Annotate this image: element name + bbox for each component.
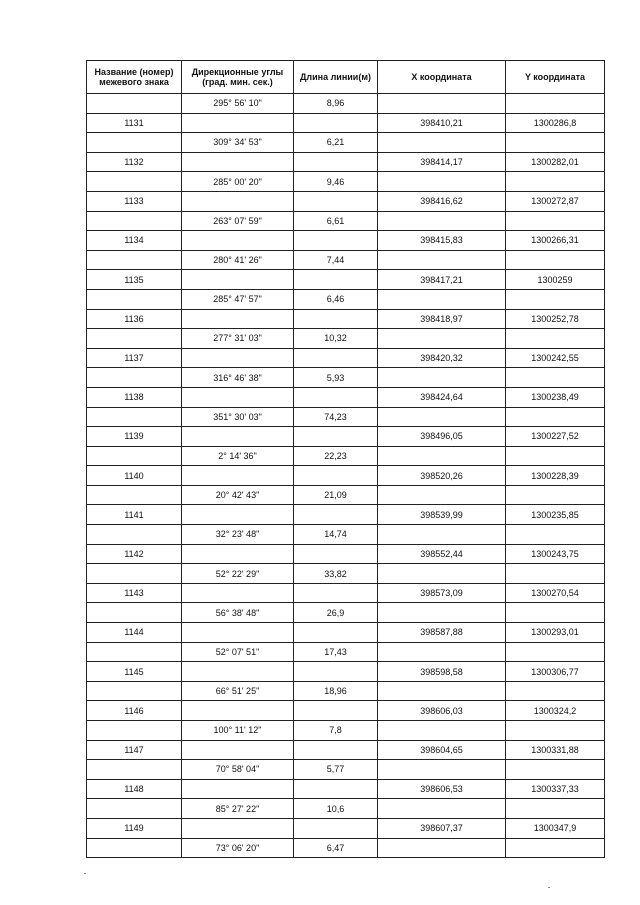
- direction-angle-cell: [182, 152, 294, 172]
- direction-angle-cell: [182, 191, 294, 211]
- table-row: [87, 505, 605, 525]
- table-row: [87, 701, 605, 721]
- direction-angle-cell: 295° 56' 10": [182, 94, 294, 114]
- direction-angle-cell: [182, 348, 294, 368]
- line-length-cell: [294, 152, 378, 172]
- direction-angle-cell: [182, 466, 294, 486]
- table-row: [87, 368, 605, 388]
- x-coordinate-cell: 398598,58: [378, 662, 506, 682]
- y-coordinate-cell: 1300331,88: [506, 740, 605, 760]
- table-row: [87, 172, 605, 192]
- x-coordinate-cell: [378, 681, 506, 701]
- direction-angle-cell: [182, 427, 294, 447]
- table-row: [87, 387, 605, 407]
- line-length-cell: 18,96: [294, 681, 378, 701]
- marker-name-cell: 1145: [87, 662, 182, 682]
- x-coordinate-cell: [378, 289, 506, 309]
- line-length-cell: [294, 113, 378, 133]
- line-length-cell: 6,46: [294, 289, 378, 309]
- marker-name-cell: 1146: [87, 701, 182, 721]
- y-coordinate-cell: [506, 642, 605, 662]
- line-length-cell: 14,74: [294, 525, 378, 545]
- y-coordinate-cell: 1300337,33: [506, 779, 605, 799]
- marker-name-cell: 1136: [87, 309, 182, 329]
- x-coordinate-cell: [378, 838, 506, 858]
- direction-angle-cell: [182, 740, 294, 760]
- table-row: [87, 407, 605, 427]
- x-coordinate-cell: 398414,17: [378, 152, 506, 172]
- table-row: [87, 94, 605, 114]
- line-length-cell: 17,43: [294, 642, 378, 662]
- marker-name-cell: 1141: [87, 505, 182, 525]
- y-coordinate-cell: [506, 172, 605, 192]
- header-direction-angle: Дирекционные углы (град. мин. сек.): [182, 61, 294, 94]
- scan-speck: [548, 887, 550, 888]
- marker-name-cell: 1138: [87, 387, 182, 407]
- y-coordinate-cell: 1300324,2: [506, 701, 605, 721]
- table-row: [87, 525, 605, 545]
- table-row: [87, 799, 605, 819]
- direction-angle-cell: 2° 14' 36": [182, 446, 294, 466]
- x-coordinate-cell: [378, 642, 506, 662]
- table-row: [87, 133, 605, 153]
- table-row: [87, 289, 605, 309]
- marker-name-cell: 1142: [87, 544, 182, 564]
- x-coordinate-cell: 398587,88: [378, 623, 506, 643]
- table-row: [87, 329, 605, 349]
- table-row: [87, 191, 605, 211]
- y-coordinate-cell: [506, 133, 605, 153]
- direction-angle-cell: [182, 505, 294, 525]
- table-row: [87, 348, 605, 368]
- y-coordinate-cell: [506, 760, 605, 780]
- header-x-coordinate: X координата: [378, 61, 506, 94]
- table-row: [87, 309, 605, 329]
- line-length-cell: [294, 191, 378, 211]
- direction-angle-cell: [182, 623, 294, 643]
- x-coordinate-cell: 398417,21: [378, 270, 506, 290]
- table-row: [87, 642, 605, 662]
- y-coordinate-cell: [506, 250, 605, 270]
- table-row: [87, 250, 605, 270]
- line-length-cell: 74,23: [294, 407, 378, 427]
- x-coordinate-cell: 398606,03: [378, 701, 506, 721]
- marker-name-cell: [87, 760, 182, 780]
- line-length-cell: 7,44: [294, 250, 378, 270]
- line-length-cell: [294, 818, 378, 838]
- x-coordinate-cell: [378, 211, 506, 231]
- line-length-cell: [294, 740, 378, 760]
- direction-angle-cell: 73° 06' 20": [182, 838, 294, 858]
- x-coordinate-cell: [378, 250, 506, 270]
- y-coordinate-cell: 1300235,85: [506, 505, 605, 525]
- scan-speck: [84, 873, 86, 874]
- marker-name-cell: [87, 446, 182, 466]
- line-length-cell: 6,61: [294, 211, 378, 231]
- table-row: [87, 446, 605, 466]
- line-length-cell: [294, 348, 378, 368]
- line-length-cell: 7,8: [294, 721, 378, 741]
- x-coordinate-cell: [378, 446, 506, 466]
- marker-name-cell: 1133: [87, 191, 182, 211]
- marker-name-cell: [87, 250, 182, 270]
- header-row: [87, 61, 605, 94]
- y-coordinate-cell: [506, 564, 605, 584]
- table-row: [87, 544, 605, 564]
- y-coordinate-cell: [506, 525, 605, 545]
- marker-name-cell: [87, 407, 182, 427]
- x-coordinate-cell: [378, 172, 506, 192]
- line-length-cell: 8,96: [294, 94, 378, 114]
- table-row: [87, 662, 605, 682]
- marker-name-cell: 1149: [87, 818, 182, 838]
- table-row: [87, 270, 605, 290]
- y-coordinate-cell: [506, 721, 605, 741]
- x-coordinate-cell: [378, 525, 506, 545]
- direction-angle-cell: 66° 51' 25": [182, 681, 294, 701]
- line-length-cell: [294, 662, 378, 682]
- table-row: [87, 818, 605, 838]
- line-length-cell: 33,82: [294, 564, 378, 584]
- line-length-cell: [294, 309, 378, 329]
- y-coordinate-cell: [506, 211, 605, 231]
- direction-angle-cell: [182, 270, 294, 290]
- table-row: [87, 211, 605, 231]
- header-marker-name: Название (номер) межевого знака: [87, 61, 182, 94]
- line-length-cell: [294, 779, 378, 799]
- marker-name-cell: 1132: [87, 152, 182, 172]
- y-coordinate-cell: [506, 329, 605, 349]
- marker-name-cell: [87, 525, 182, 545]
- y-coordinate-cell: 1300272,87: [506, 191, 605, 211]
- marker-name-cell: [87, 368, 182, 388]
- line-length-cell: 5,93: [294, 368, 378, 388]
- direction-angle-cell: 263° 07' 59": [182, 211, 294, 231]
- marker-name-cell: 1139: [87, 427, 182, 447]
- line-length-cell: 9,46: [294, 172, 378, 192]
- marker-name-cell: [87, 838, 182, 858]
- y-coordinate-cell: 1300306,77: [506, 662, 605, 682]
- direction-angle-cell: [182, 309, 294, 329]
- direction-angle-cell: [182, 662, 294, 682]
- y-coordinate-cell: 1300286,8: [506, 113, 605, 133]
- line-length-cell: 6,21: [294, 133, 378, 153]
- line-length-cell: 26,9: [294, 603, 378, 623]
- x-coordinate-cell: 398607,37: [378, 818, 506, 838]
- marker-name-cell: [87, 133, 182, 153]
- table-row: [87, 779, 605, 799]
- table-row: [87, 583, 605, 603]
- x-coordinate-cell: 398496,05: [378, 427, 506, 447]
- marker-name-cell: [87, 94, 182, 114]
- marker-name-cell: 1143: [87, 583, 182, 603]
- marker-name-cell: [87, 211, 182, 231]
- marker-name-cell: [87, 681, 182, 701]
- table-row: [87, 564, 605, 584]
- marker-name-cell: [87, 642, 182, 662]
- y-coordinate-cell: [506, 681, 605, 701]
- table-row: [87, 231, 605, 251]
- y-coordinate-cell: [506, 485, 605, 505]
- marker-name-cell: 1134: [87, 231, 182, 251]
- line-length-cell: [294, 623, 378, 643]
- x-coordinate-cell: 398418,97: [378, 309, 506, 329]
- table-row: [87, 113, 605, 133]
- x-coordinate-cell: 398424,64: [378, 387, 506, 407]
- table-body: [87, 94, 605, 858]
- direction-angle-cell: 309° 34' 53": [182, 133, 294, 153]
- y-coordinate-cell: 1300270,54: [506, 583, 605, 603]
- y-coordinate-cell: 1300227,52: [506, 427, 605, 447]
- x-coordinate-cell: 398539,99: [378, 505, 506, 525]
- line-length-cell: 10,32: [294, 329, 378, 349]
- line-length-cell: [294, 583, 378, 603]
- y-coordinate-cell: [506, 838, 605, 858]
- marker-name-cell: 1131: [87, 113, 182, 133]
- marker-name-cell: 1137: [87, 348, 182, 368]
- direction-angle-cell: [182, 583, 294, 603]
- direction-angle-cell: 285° 47' 57": [182, 289, 294, 309]
- y-coordinate-cell: [506, 446, 605, 466]
- table-row: [87, 740, 605, 760]
- y-coordinate-cell: [506, 94, 605, 114]
- x-coordinate-cell: [378, 564, 506, 584]
- table-header: [87, 61, 605, 94]
- marker-name-cell: 1140: [87, 466, 182, 486]
- x-coordinate-cell: 398573,09: [378, 583, 506, 603]
- direction-angle-cell: 351° 30' 03": [182, 407, 294, 427]
- x-coordinate-cell: [378, 407, 506, 427]
- table-row: [87, 466, 605, 486]
- y-coordinate-cell: 1300228,39: [506, 466, 605, 486]
- direction-angle-cell: 316° 46' 38": [182, 368, 294, 388]
- table-row: [87, 760, 605, 780]
- direction-angle-cell: 70° 58' 04": [182, 760, 294, 780]
- line-length-cell: [294, 505, 378, 525]
- marker-name-cell: [87, 603, 182, 623]
- table-row: [87, 427, 605, 447]
- y-coordinate-cell: [506, 289, 605, 309]
- x-coordinate-cell: 398604,65: [378, 740, 506, 760]
- marker-name-cell: [87, 721, 182, 741]
- y-coordinate-cell: 1300293,01: [506, 623, 605, 643]
- header-line-length: Длина линии(м): [294, 61, 378, 94]
- marker-name-cell: 1135: [87, 270, 182, 290]
- y-coordinate-cell: 1300282,01: [506, 152, 605, 172]
- direction-angle-cell: 285° 00' 20": [182, 172, 294, 192]
- table-row: [87, 838, 605, 858]
- direction-angle-cell: 100° 11' 12": [182, 721, 294, 741]
- marker-name-cell: 1144: [87, 623, 182, 643]
- table-row: [87, 152, 605, 172]
- direction-angle-cell: [182, 779, 294, 799]
- direction-angle-cell: [182, 113, 294, 133]
- x-coordinate-cell: 398415,83: [378, 231, 506, 251]
- marker-name-cell: 1147: [87, 740, 182, 760]
- line-length-cell: 10,6: [294, 799, 378, 819]
- x-coordinate-cell: 398420,32: [378, 348, 506, 368]
- table-row: [87, 681, 605, 701]
- direction-angle-cell: 277° 31' 03": [182, 329, 294, 349]
- table-row: [87, 485, 605, 505]
- x-coordinate-cell: [378, 485, 506, 505]
- x-coordinate-cell: [378, 133, 506, 153]
- x-coordinate-cell: [378, 368, 506, 388]
- x-coordinate-cell: 398606,53: [378, 779, 506, 799]
- line-length-cell: [294, 466, 378, 486]
- x-coordinate-cell: [378, 721, 506, 741]
- direction-angle-cell: 85° 27' 22": [182, 799, 294, 819]
- line-length-cell: [294, 387, 378, 407]
- direction-angle-cell: 52° 07' 51": [182, 642, 294, 662]
- line-length-cell: [294, 270, 378, 290]
- marker-name-cell: [87, 485, 182, 505]
- direction-angle-cell: [182, 387, 294, 407]
- line-length-cell: [294, 544, 378, 564]
- line-length-cell: 21,09: [294, 485, 378, 505]
- direction-angle-cell: [182, 544, 294, 564]
- direction-angle-cell: 56° 38' 48": [182, 603, 294, 623]
- x-coordinate-cell: 398520,26: [378, 466, 506, 486]
- y-coordinate-cell: 1300347,9: [506, 818, 605, 838]
- line-length-cell: 5,77: [294, 760, 378, 780]
- direction-angle-cell: 52° 22' 29": [182, 564, 294, 584]
- y-coordinate-cell: 1300259: [506, 270, 605, 290]
- x-coordinate-cell: [378, 94, 506, 114]
- line-length-cell: [294, 231, 378, 251]
- header-y-coordinate: Y координата: [506, 61, 605, 94]
- marker-name-cell: [87, 799, 182, 819]
- y-coordinate-cell: 1300238,49: [506, 387, 605, 407]
- y-coordinate-cell: 1300266,31: [506, 231, 605, 251]
- x-coordinate-cell: 398410,21: [378, 113, 506, 133]
- marker-name-cell: [87, 289, 182, 309]
- marker-name-cell: 1148: [87, 779, 182, 799]
- x-coordinate-cell: [378, 799, 506, 819]
- line-length-cell: [294, 427, 378, 447]
- marker-name-cell: [87, 564, 182, 584]
- table-row: [87, 623, 605, 643]
- y-coordinate-cell: [506, 407, 605, 427]
- x-coordinate-cell: 398552,44: [378, 544, 506, 564]
- y-coordinate-cell: [506, 368, 605, 388]
- marker-name-cell: [87, 172, 182, 192]
- marker-name-cell: [87, 329, 182, 349]
- direction-angle-cell: [182, 701, 294, 721]
- direction-angle-cell: [182, 231, 294, 251]
- x-coordinate-cell: 398416,62: [378, 191, 506, 211]
- direction-angle-cell: 20° 42' 43": [182, 485, 294, 505]
- line-length-cell: 22,23: [294, 446, 378, 466]
- y-coordinate-cell: [506, 799, 605, 819]
- x-coordinate-cell: [378, 603, 506, 623]
- boundary-coordinates-table: [86, 60, 605, 858]
- y-coordinate-cell: 1300243,75: [506, 544, 605, 564]
- line-length-cell: 6,47: [294, 838, 378, 858]
- table-row: [87, 721, 605, 741]
- line-length-cell: [294, 701, 378, 721]
- y-coordinate-cell: 1300252,78: [506, 309, 605, 329]
- x-coordinate-cell: [378, 760, 506, 780]
- direction-angle-cell: 32° 23' 48": [182, 525, 294, 545]
- direction-angle-cell: [182, 818, 294, 838]
- y-coordinate-cell: [506, 603, 605, 623]
- x-coordinate-cell: [378, 329, 506, 349]
- table-row: [87, 603, 605, 623]
- y-coordinate-cell: 1300242,55: [506, 348, 605, 368]
- direction-angle-cell: 280° 41' 26": [182, 250, 294, 270]
